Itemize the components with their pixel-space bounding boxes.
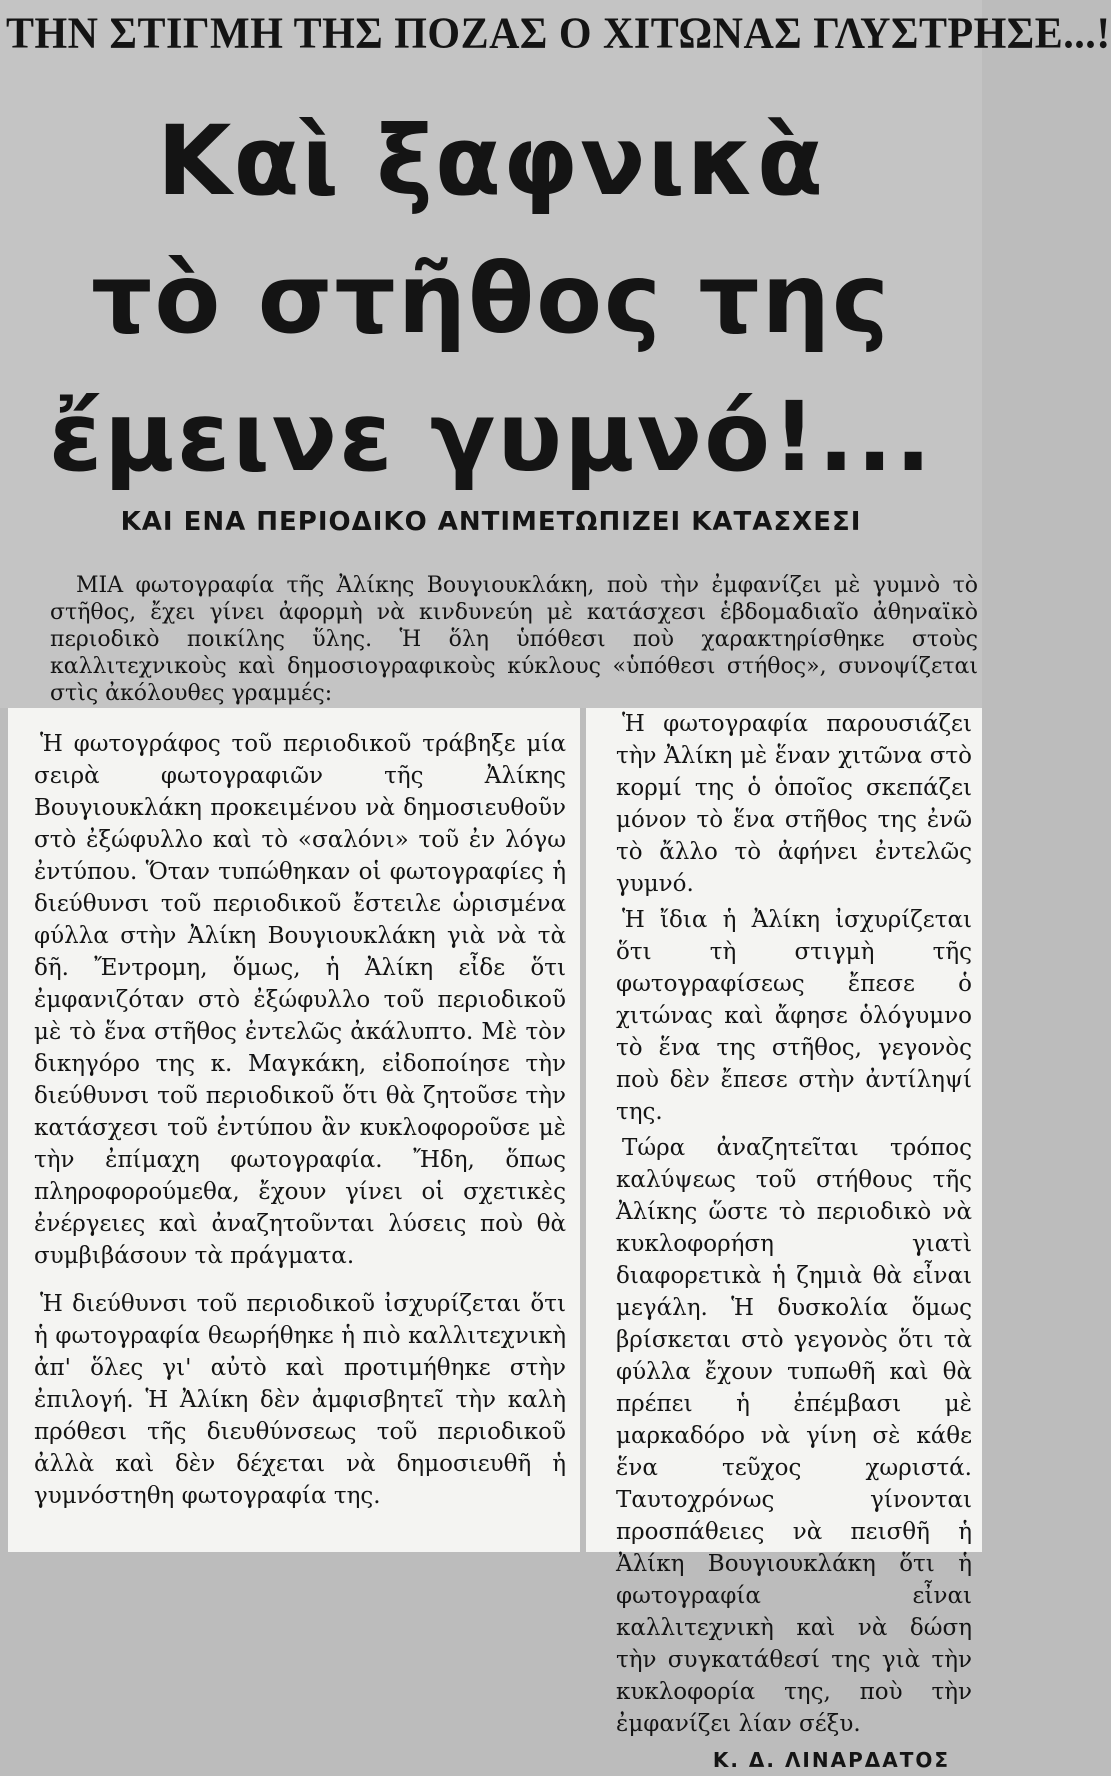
right-column — [586, 708, 982, 1772]
headline-line-1: Καὶ ξαφνικὰ — [157, 105, 825, 217]
right-paragraph-2: Ἡ ἴδια ἡ Ἀλίκη ἰσχυρίζεται ὅτι τὴ στιγμὴ τῆς φωτογραφίσεως ἔπεσε ὁ χιτώνας καὶ ἄφησε ὁλόγυμνο τὸ ἕνα της στῆθος, γεγονὸς ποὺ δὲν ἔπεσε στὴν ἀντίληψί της. — [616, 907, 972, 1125]
left-column — [8, 708, 580, 1552]
right-paragraph-3: Τώρα ἀναζητεῖται τρόπος καλύψεως τοῦ στήθους τῆς Ἀλίκης ὥστε τὸ περιοδικὸ νὰ κυκλοφορήση γιατὶ διαφορετικὰ ἡ ζημιὰ θὰ εἶναι μεγάλη. Ἡ δυσκολία ὅμως βρίσκεται στὸ γεγονὸς ὅτι τὰ φύλλα ἔχουν τυπωθῆ καὶ θὰ πρέπει ἡ ἐπέμβασι μὲ μαρκαδόρο νὰ γίνη σὲ κάθε ἕνα τεῦχος χωριστά. Ταυτοχρόνως γίνονται προσπάθειες νὰ πεισθῆ ἡ Ἀλίκη Βουγιουκλάκη ὅτι ἡ φωτογραφία εἶναι καλλιτεχνικὴ καὶ νὰ δώση τὴν συγκατάθεσί της γιὰ τὴν κυκλοφορία της, ποὺ τὴν ἐμφανίζει λίαν σέξυ. — [616, 1135, 972, 1737]
subheadline: ΚΑΙ ΕΝΑ ΠΕΡΙΟΔΙΚΟ ΑΝΤΙΜΕΤΩΠΙΖΕΙ ΚΑΤΑΣΧΕΣΙ — [120, 507, 862, 537]
article-header-area — [0, 0, 1111, 708]
headline-line-3: ἔμεινε γυμνό!... — [48, 381, 934, 493]
headline-line-2: τὸ στῆθος της — [91, 243, 891, 355]
headline — [0, 92, 982, 506]
left-paragraph-1: Ἡ φωτογράφος τοῦ περιοδικοῦ τράβηξε μία σειρὰ φωτογραφιῶν τῆς Ἀλίκης Βουγιουκλάκη προκειμένου νὰ δημοσιευθοῦν στὸ ἐξώφυλλο καὶ τὸ «σαλόνι» τοῦ ἐν λόγω ἐντύπου. Ὅταν τυπώθηκαν οἱ φωτογραφίες ἡ διεύθυνσι τοῦ περιοδικοῦ ἔστειλε ὡρισμένα φύλλα στὴν Ἀλίκη Βουγιουκλάκη γιὰ νὰ τὰ δῆ. Ἔντρομη, ὅμως, ἡ Ἀλίκη εἶδε ὅτι ἐμφανιζόταν στὸ ἐξώφυλλο τοῦ περιοδικοῦ μὲ τὸ ἕνα στῆθος ἐντελῶς ἀκάλυπτο. Μὲ τὸν δικηγόρο της κ. Μαγκάκη, εἰδοποίησε τὴν διεύθυνσι τοῦ περιοδικοῦ ὅτι θὰ ζητοῦσε τὴν κατάσχεσι τοῦ ἐντύπου ἂν κυκλοφοροῦσε μὲ τὴν ἐπίμαχη φωτογραφία. Ἤδη, ὅπως πληροφορούμεθα, ἔχουν γίνει οἱ σχετικὲς ἐνέργειες καὶ ἀναζητοῦνται λύσεις ποὺ θὰ συμβιβάσουν τὰ πράγματα. — [34, 731, 566, 1269]
kicker-line: ΤΗΝ ΣΤΙΓΜΗ ΤΗΣ ΠΟΖΑΣ Ο ΧΙΤΩΝΑΣ ΓΛΥΣΤΡΗΣΕ...! — [6, 9, 1111, 59]
intro-paragraph: ΜΙΑ φωτογραφία τῆς Ἀλίκης Βουγιουκλάκη, ποὺ τὴν ἐμφανίζει μὲ γυμνὸ τὸ στῆθος, ἔχει γίνει ἀφορμὴ νὰ κινδυνεύη μὲ κατάσχεσι ἑβδομαδιαῖο ἀθηναϊκὸ περιοδικὸ ποικίλης ὕλης. Ἡ ὅλη ὑπόθεσι ποὺ χαρακτηρίσθηκε στοὺς καλλιτεχνικοὺς καὶ δημοσιογραφικοὺς κύκλους «ὑπόθεσι στήθος», συνοψίζεται στὶς ἀκόλουθες γραμμές: — [50, 573, 978, 706]
byline: Κ. Δ. ΛΙΝΑΡΔΑΤΟΣ — [712, 1748, 950, 1772]
left-paragraph-2: Ἡ διεύθυνσι τοῦ περιοδικοῦ ἰσχυρίζεται ὅτι ἡ φωτογραφία θεωρήθηκε ἡ πιὸ καλλιτεχνικὴ ἀπ' ὅλες γι' αὐτὸ καὶ προτιμήθηκε στὴν ἐπιλογή. Ἡ Ἀλίκη δὲν ἀμφισβητεῖ τὴν καλὴ πρόθεσι τῆς διευθύνσεως τοῦ περιοδικοῦ ἀλλὰ καὶ δὲν δέχεται νὰ δημοσιευθῆ ἡ γυμνόστηθη φωτογραφία της. — [34, 1291, 566, 1509]
right-paragraph-1: Ἡ φωτογραφία παρουσιάζει τὴν Ἀλίκη μὲ ἕναν χιτῶνα στὸ κορμί της ὁ ὁποῖος σκεπάζει μόνον τὸ ἕνα στῆθος της ἐνῶ τὸ ἄλλο τὸ ἀφήνει ἐντελῶς γυμνό. — [616, 711, 972, 897]
